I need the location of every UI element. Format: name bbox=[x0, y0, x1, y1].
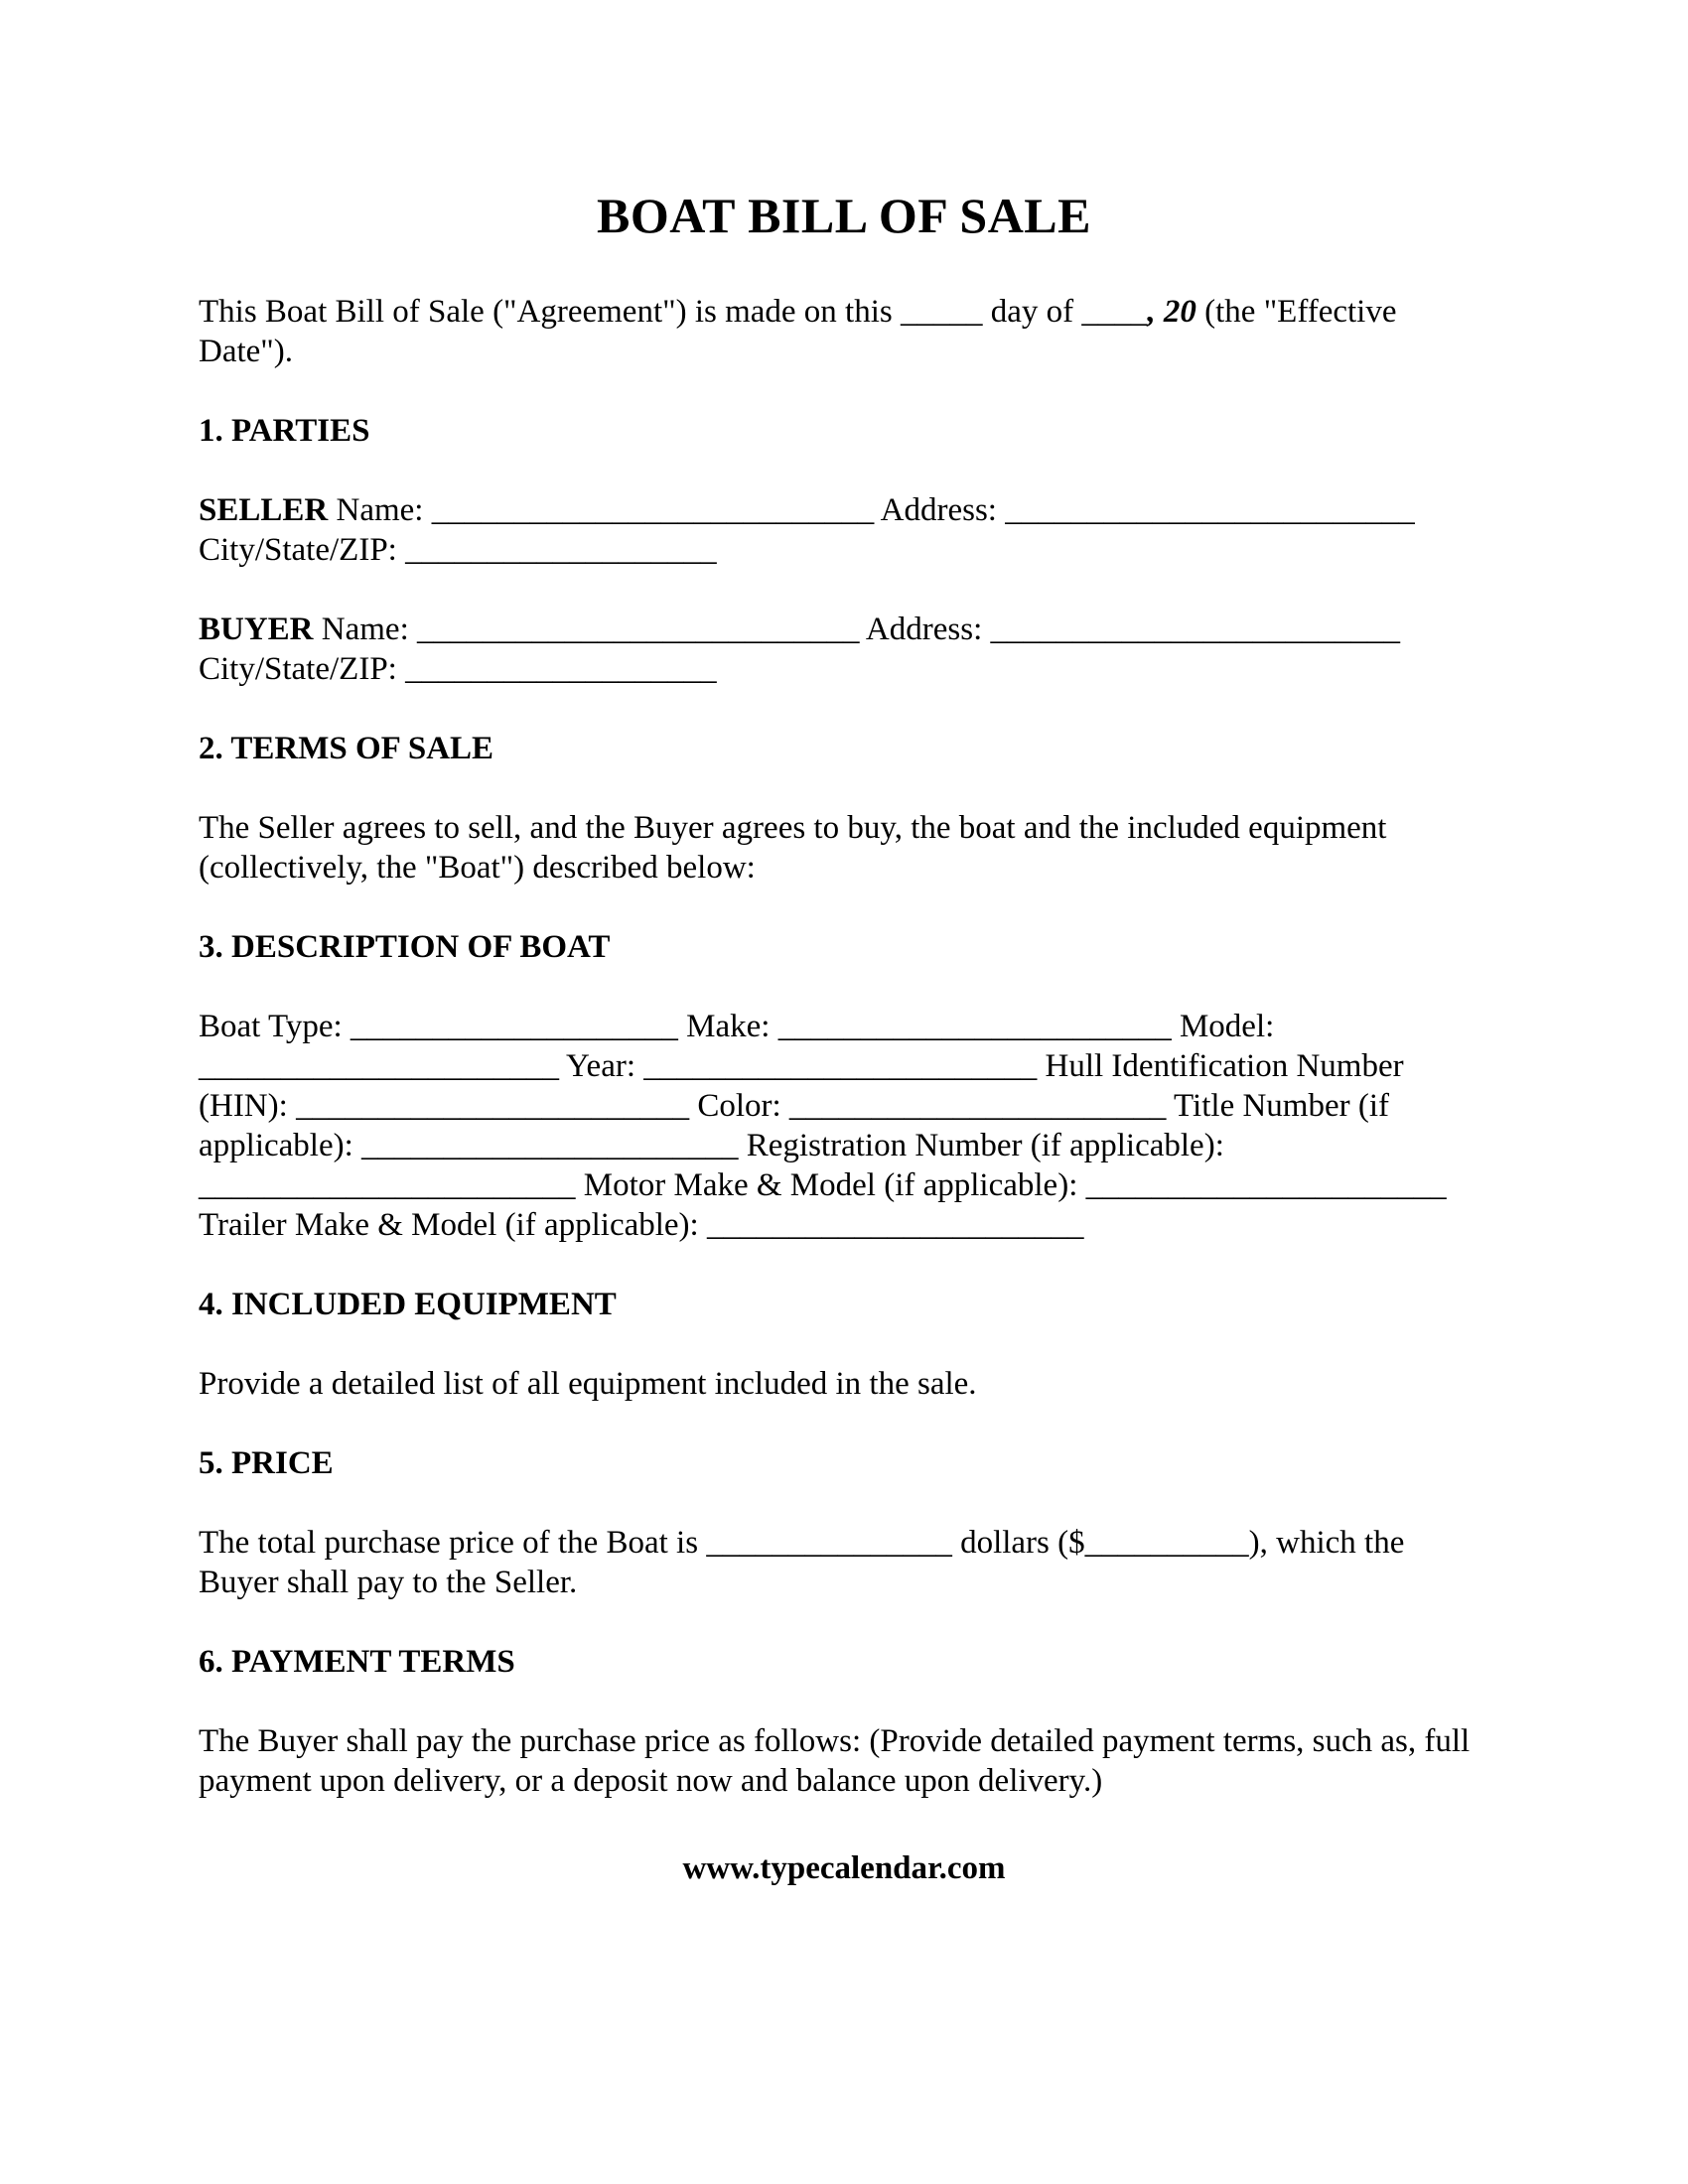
price-text-2: dollars ($ bbox=[951, 1525, 1085, 1561]
day-blank: _____ bbox=[901, 294, 983, 330]
buyer-name-label: Name: bbox=[313, 612, 417, 647]
equipment-paragraph: Provide a detailed list of all equipment included in the sale. bbox=[199, 1366, 977, 1402]
buyer-address-blank: _________________________ bbox=[990, 612, 1400, 647]
seller-name-label: Name: bbox=[328, 492, 432, 528]
seller-address-blank: _________________________ bbox=[1005, 492, 1415, 528]
color-blank: _______________________ bbox=[788, 1088, 1167, 1124]
motor-label: Motor Make & Model (if applicable): bbox=[575, 1167, 1086, 1203]
buyer-paragraph bbox=[199, 610, 1489, 689]
registration-number-blank: _______________________ bbox=[199, 1167, 576, 1203]
section-6-heading: 6. PAYMENT TERMS bbox=[199, 1644, 515, 1680]
model-label: Model: bbox=[1171, 1009, 1275, 1044]
payment-paragraph: The Buyer shall pay the purchase price as follows: (Provide detailed payment terms, such as, full payment upon delivery, or a deposit now and balance upon delivery.) bbox=[199, 1723, 1471, 1799]
boat-type-blank: ____________________ bbox=[350, 1009, 678, 1044]
boat-type-label: Boat Type: bbox=[199, 1009, 351, 1044]
footer-website: www.typecalendar.com bbox=[682, 1850, 1006, 1886]
section-4-heading: 4. INCLUDED EQUIPMENT bbox=[199, 1287, 617, 1322]
trailer-blank: _______________________ bbox=[706, 1207, 1084, 1243]
buyer-city-state-zip-label: City/State/ZIP: bbox=[199, 651, 406, 687]
section-2-heading: 2. TERMS OF SALE bbox=[199, 731, 494, 766]
year-label: Year: bbox=[559, 1048, 644, 1084]
seller-address-label: Address: bbox=[874, 492, 1006, 528]
section-1-heading: 1. PARTIES bbox=[199, 413, 370, 449]
intro-text-1: This Boat Bill of Sale ("Agreement") is made on this bbox=[199, 294, 901, 330]
price-text-1: The total purchase price of the Boat is bbox=[199, 1525, 707, 1561]
section-5-heading: 5. PRICE bbox=[199, 1445, 334, 1481]
seller-city-state-zip-blank: ___________________ bbox=[405, 532, 717, 568]
make-label: Make: bbox=[677, 1009, 778, 1044]
year-blank: ________________________ bbox=[643, 1048, 1038, 1084]
intro-year-prefix: , 20 bbox=[1147, 294, 1196, 330]
price-digits-blank: __________ bbox=[1084, 1525, 1249, 1561]
seller-city-state-zip-label: City/State/ZIP: bbox=[199, 532, 406, 568]
seller-name-blank: ___________________________ bbox=[431, 492, 875, 528]
color-label: Color: bbox=[689, 1088, 789, 1124]
title-number-label: Title Number (if applicable): bbox=[199, 1088, 1389, 1163]
intro-text-3: (the "Effective Date"). bbox=[199, 294, 1397, 369]
registration-number-label: Registration Number (if applicable): bbox=[738, 1128, 1224, 1163]
month-blank: ____ bbox=[1081, 294, 1148, 330]
buyer-name-blank: ___________________________ bbox=[417, 612, 860, 647]
seller-role-label: SELLER bbox=[199, 492, 329, 528]
motor-blank: ______________________ bbox=[1085, 1167, 1447, 1203]
intro-text-2: day of bbox=[982, 294, 1082, 330]
document-title: BOAT BILL OF SALE bbox=[596, 188, 1092, 243]
terms-paragraph: The Seller agrees to sell, and the Buyer agrees to buy, the boat and the included equipment (collectively, the "Boat") described below: bbox=[199, 810, 1387, 886]
buyer-address-label: Address: bbox=[859, 612, 991, 647]
seller-paragraph bbox=[199, 490, 1489, 570]
price-text-3: ), which the Buyer shall pay to the Seller. bbox=[199, 1525, 1405, 1600]
price-words-blank: _______________ bbox=[706, 1525, 952, 1561]
make-blank: ________________________ bbox=[777, 1009, 1172, 1044]
trailer-label: Trailer Make & Model (if applicable): bbox=[199, 1207, 707, 1243]
hin-blank: ________________________ bbox=[296, 1088, 690, 1124]
section-3-heading: 3. DESCRIPTION OF BOAT bbox=[199, 929, 611, 965]
hin-label: Hull Identification Number (HIN): bbox=[199, 1048, 1404, 1124]
title-number-blank: _______________________ bbox=[361, 1128, 739, 1163]
intro-paragraph bbox=[199, 292, 1489, 371]
description-paragraph bbox=[199, 1007, 1489, 1245]
price-paragraph bbox=[199, 1523, 1489, 1602]
buyer-role-label: BUYER bbox=[199, 612, 314, 647]
model-blank: ______________________ bbox=[199, 1048, 559, 1084]
buyer-city-state-zip-blank: ___________________ bbox=[405, 651, 717, 687]
